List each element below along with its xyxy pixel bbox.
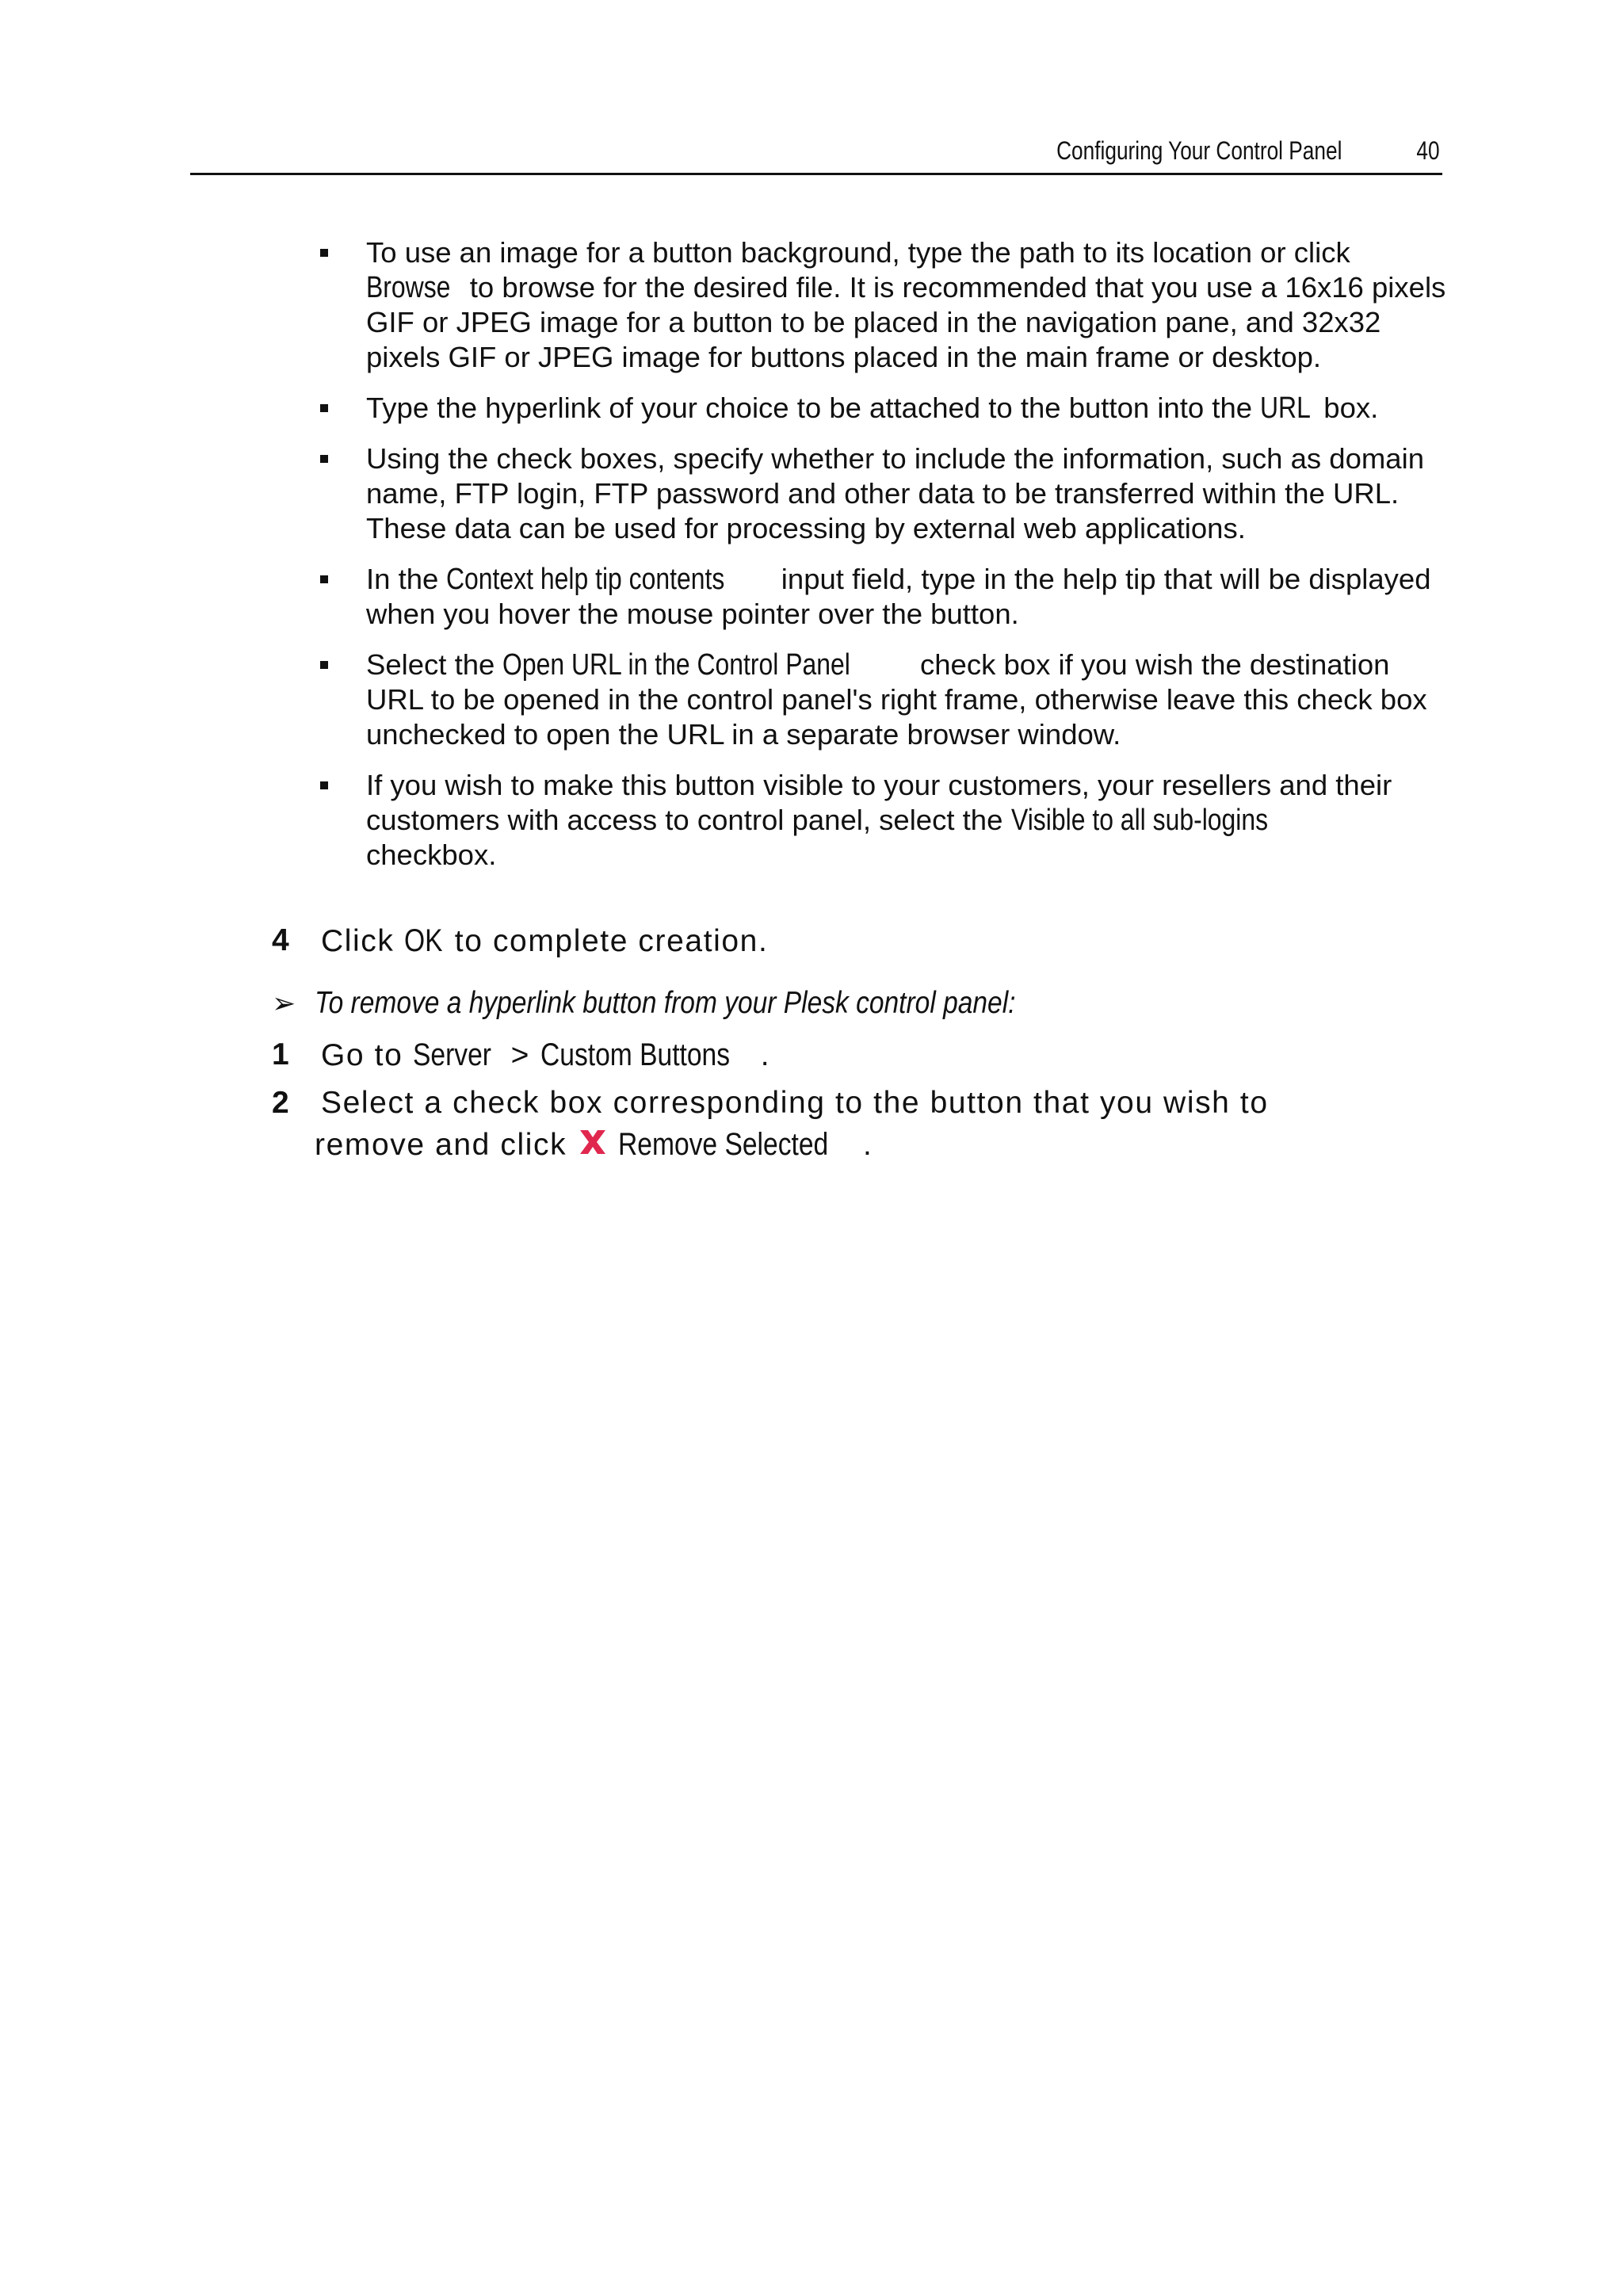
- ui-term: Remove Selected: [617, 1127, 828, 1162]
- step-number: 1: [272, 1037, 289, 1072]
- step-text-part: Select a check box corresponding to the button that you wish to: [321, 1086, 1269, 1120]
- arrow-bullet-icon: ➢: [272, 987, 296, 1019]
- list-item: [320, 562, 1453, 632]
- step-text: [272, 1083, 1421, 1166]
- step-number: 4: [272, 923, 289, 957]
- list-item: [320, 391, 1453, 426]
- procedure-title-text: To remove a hyperlink button from your Plesk control panel:: [315, 986, 1016, 1020]
- ui-term: Browse: [366, 271, 451, 304]
- list-item: [320, 235, 1453, 375]
- list-item: [320, 768, 1453, 873]
- step-text-part: .: [760, 1038, 771, 1072]
- bullet-text: To use an image for a button background, type the path to its location or click: [366, 236, 1350, 269]
- bullet-list: [320, 235, 1453, 888]
- step-text-part: Go to: [321, 1038, 413, 1072]
- bullet-text: box.: [1316, 392, 1379, 424]
- list-item: [320, 441, 1453, 546]
- step-1: [272, 1034, 1421, 1076]
- step-text-part: to complete creation.: [445, 924, 769, 958]
- bullet-marker: [320, 575, 328, 583]
- step-text-part: >: [501, 1038, 540, 1072]
- header-title: Configuring Your Control Panel: [1056, 136, 1342, 165]
- step-text-part: .: [863, 1128, 873, 1162]
- procedure-title: [272, 983, 1136, 1024]
- ui-term: Visible to all sub-logins: [1010, 804, 1268, 837]
- bullet-marker: [320, 455, 328, 463]
- page-number: 40: [1416, 136, 1440, 165]
- remove-x-icon: [577, 1128, 609, 1156]
- bullet-text: checkbox.: [366, 839, 497, 871]
- ui-term: OK: [403, 923, 443, 958]
- bullet-marker: [320, 661, 328, 669]
- bullet-text: In the: [366, 563, 447, 595]
- bullet-text: If you wish to make this button visible to your customers, your resellers and their customers with access to control panel, select the: [366, 769, 1392, 836]
- list-item: [320, 648, 1453, 752]
- ui-term: URL: [1260, 392, 1312, 425]
- step-number: 2: [272, 1086, 289, 1120]
- bullet-text: input field, type in the help tip that will be displayed when you hover the mouse pointer over the button.: [366, 563, 1431, 630]
- step-text: [272, 920, 1421, 962]
- step-text-part: remove and click: [315, 1128, 577, 1162]
- bullet-marker: [320, 404, 328, 412]
- bullet-text: to browse for the desired file. It is recommended that you use a 16x16 pixels GIF or JPEG image for a button to be placed in the navigation pane, and 32x32 pixels GIF or JPEG image for buttons placed in the main frame or desktop.: [366, 271, 1446, 373]
- page-header: [190, 132, 1442, 175]
- ui-term: Open URL in the Control Panel: [502, 648, 851, 682]
- bullet-marker: [320, 781, 328, 789]
- step-4: [272, 920, 1421, 962]
- step-text: [272, 1034, 1421, 1076]
- bullet-text: Select the: [366, 648, 503, 681]
- step-2: [272, 1083, 1421, 1166]
- ui-term: Context help tip contents: [446, 563, 725, 596]
- bullet-text: check box if you wish the destination URL to be opened in the control panel's right frame, otherwise leave this check box unchecked to open the URL in a separate browser window.: [366, 648, 1427, 751]
- bullet-text: Using the check boxes, specify whether to include the information, such as domain name, FTP login, FTP password and other data to be transferred within the URL. These data can be used for processing by external web applications.: [366, 442, 1424, 544]
- ui-term: Custom Buttons: [540, 1037, 730, 1072]
- bullet-text: Type the hyperlink of your choice to be attached to the button into the: [366, 392, 1261, 424]
- bullet-marker: [320, 249, 328, 257]
- ui-term: Server: [412, 1037, 491, 1072]
- step-text-part: Click: [321, 924, 404, 958]
